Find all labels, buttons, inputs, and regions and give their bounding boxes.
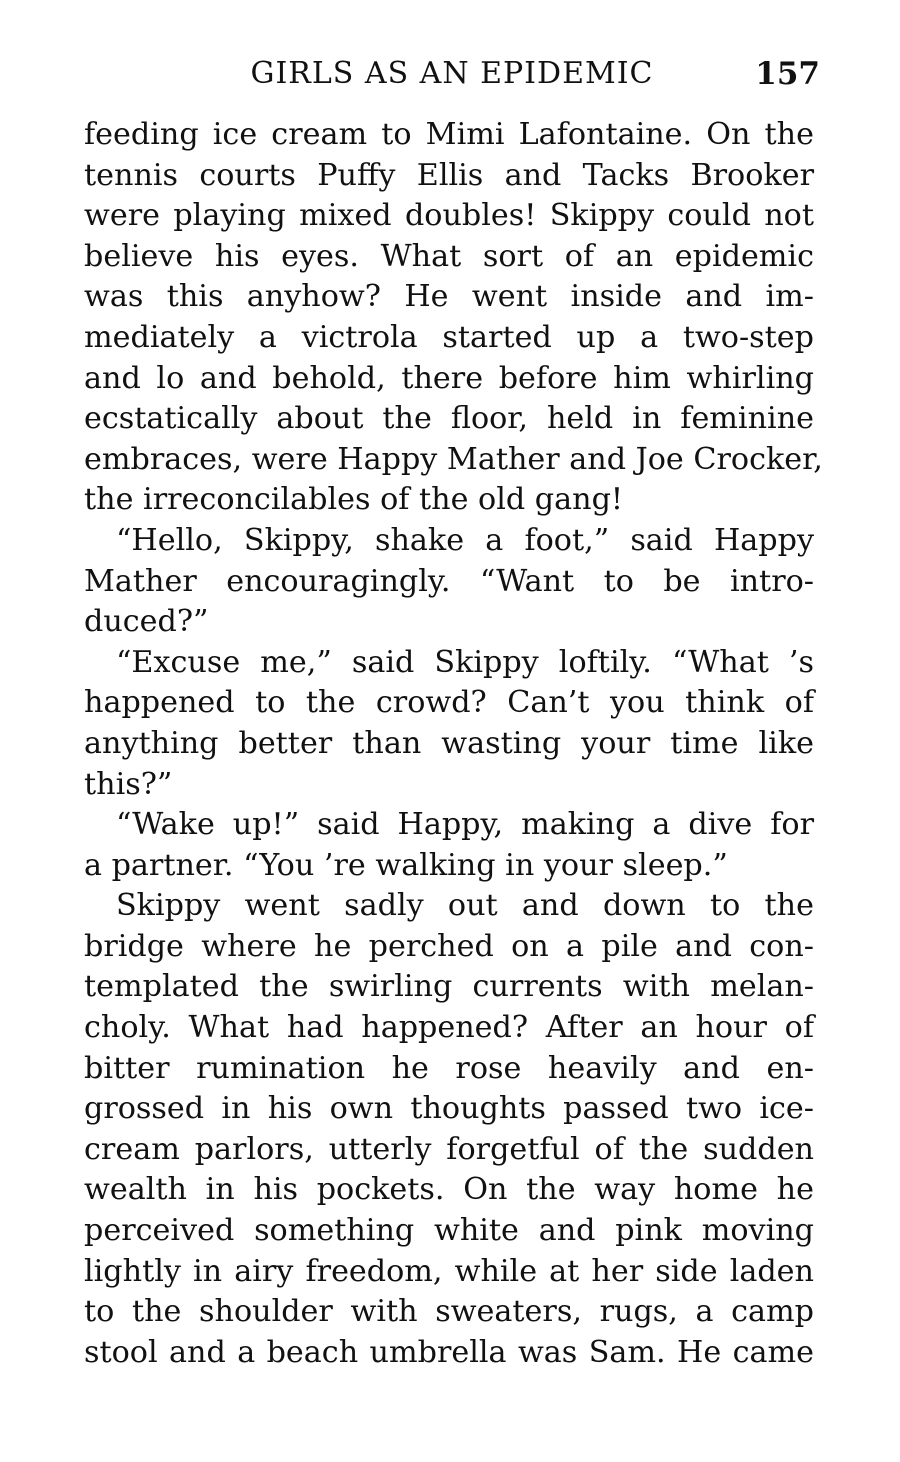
text-line: bitter rumination he rose heavily and en- <box>84 1050 814 1086</box>
text-line: a partner. “You ’re walking in your sleep.” <box>84 847 728 883</box>
text-line: choly. What had happened? After an hour of <box>84 1010 814 1046</box>
text-line: mediately a victrola started up a two-step <box>84 319 814 355</box>
chapter-title: GIRLS AS AN EPIDEMIC <box>250 56 654 91</box>
text-line: to the shoulder with sweaters, rugs, a camp <box>84 1294 814 1330</box>
text-line: perceived something white and pink moving <box>84 1213 814 1249</box>
text-line: was this anyhow? He went inside and im- <box>84 279 814 315</box>
text-line: and lo and behold, there before him whirling <box>84 360 814 396</box>
text-line: grossed in his own thoughts passed two ice- <box>84 1091 814 1127</box>
text-line: embraces, were Happy Mather and Joe Crocker, <box>84 441 823 477</box>
text-line: lightly in airy freedom, while at her side laden <box>84 1253 814 1289</box>
body-text <box>84 115 823 1373</box>
text-line: stool and a beach umbrella was Sam. He came <box>84 1334 814 1370</box>
text-line: cream parlors, utterly forgetful of the sudden <box>84 1131 814 1167</box>
text-line: bridge where he perched on a pile and con- <box>84 928 814 964</box>
text-line: ecstatically about the floor, held in feminine <box>84 401 814 437</box>
text-line: “Excuse me,” said Skippy loftily. “What ’s <box>116 644 814 680</box>
running-header <box>84 50 820 98</box>
text-line: tennis courts Puffy Ellis and Tacks Brooker <box>84 157 814 193</box>
text-line: believe his eyes. What sort of an epidemic <box>84 238 814 274</box>
text-line: duced?” <box>84 604 209 640</box>
text-line: anything better than wasting your time like <box>84 725 814 761</box>
page-number: 157 <box>755 56 820 92</box>
text-line: happened to the crowd? Can’t you think of <box>84 685 814 721</box>
text-line: Skippy went sadly out and down to the <box>116 888 814 924</box>
text-line: “Wake up!” said Happy, making a dive for <box>116 807 814 843</box>
text-line: the irreconcilables of the old gang! <box>84 482 624 518</box>
text-line: were playing mixed doubles! Skippy could not <box>84 198 814 234</box>
text-line: this?” <box>84 766 173 802</box>
text-line: wealth in his pockets. On the way home he <box>84 1172 814 1208</box>
text-line: templated the swirling currents with melan- <box>84 969 814 1005</box>
text-line: “Hello, Skippy, shake a foot,” said Happy <box>116 522 814 558</box>
text-line: feeding ice cream to Mimi Lafontaine. On the <box>84 117 814 152</box>
text-line: Mather encouragingly. “Want to be intro- <box>84 563 814 599</box>
